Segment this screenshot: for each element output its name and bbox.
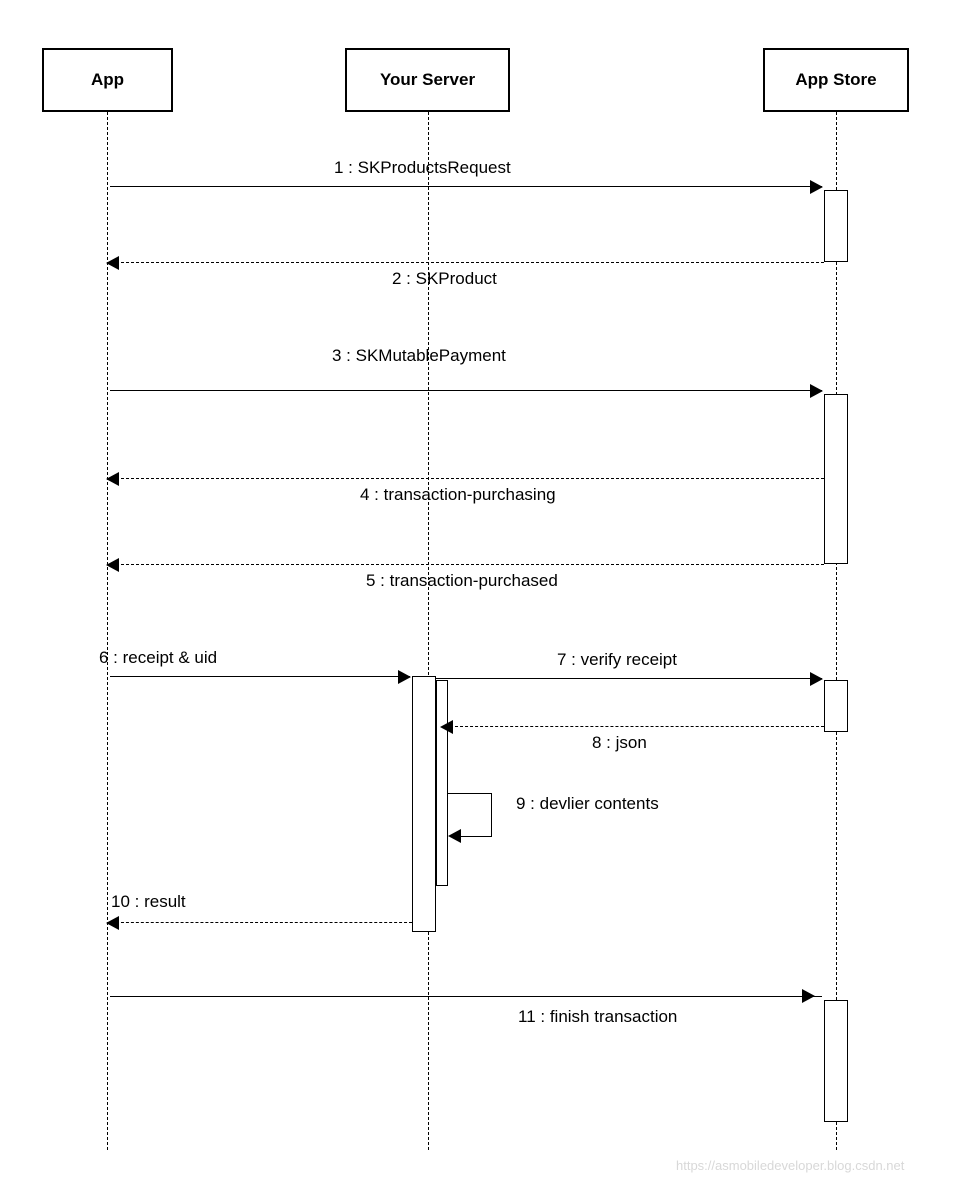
activation-server-nested	[436, 680, 448, 886]
participant-box-server	[345, 48, 510, 112]
message-label-7: 7 : verify receipt	[557, 650, 677, 669]
message-arrowhead-2	[106, 256, 119, 270]
message-line-11	[110, 996, 822, 997]
message-arrowhead-8	[440, 720, 453, 734]
lifeline-line-appstore	[836, 112, 837, 1150]
message-arrowhead-11	[802, 989, 815, 1003]
participant-box-appstore	[763, 48, 909, 112]
message-line-7	[436, 678, 822, 679]
message-arrowhead-5	[106, 558, 119, 572]
message-arrowhead-4	[106, 472, 119, 486]
message-label-4: 4 : transaction-purchasing	[360, 485, 556, 504]
message-line-3	[110, 390, 822, 391]
activation-appstore-1	[824, 190, 848, 262]
activation-appstore-2	[824, 394, 848, 564]
message-arrowhead-6	[398, 670, 411, 684]
watermark-text: https://asmobiledeveloper.blog.csdn.net	[676, 1158, 905, 1173]
participant-label-server: Your Server	[379, 70, 476, 89]
message-label-5: 5 : transaction-purchased	[366, 571, 558, 590]
message-line-1	[110, 186, 822, 187]
message-label-2: 2 : SKProduct	[392, 269, 497, 288]
message-arrowhead-10	[106, 916, 119, 930]
message-line-2	[116, 262, 824, 263]
message-label-10: 10 : result	[111, 892, 186, 911]
activation-appstore-4	[824, 1000, 848, 1122]
message-line-5	[116, 564, 824, 565]
message-arrowhead-1	[810, 180, 823, 194]
message-arrowhead-3	[810, 384, 823, 398]
message-label-9: 9 : devlier contents	[516, 794, 659, 813]
participant-box-app	[42, 48, 173, 112]
message-line-6	[110, 676, 410, 677]
message-label-11: 11 : finish transaction	[518, 1007, 678, 1026]
self-message-9	[448, 793, 494, 839]
message-label-3: 3 : SKMutablePayment	[332, 346, 506, 365]
lifeline-line-server	[428, 112, 429, 1150]
message-line-8	[450, 726, 824, 727]
message-line-4	[116, 478, 824, 479]
message-arrowhead-7	[810, 672, 823, 686]
participant-label-app: App	[90, 70, 125, 89]
message-line-10	[116, 922, 412, 923]
activation-server-1	[412, 676, 436, 932]
message-label-6: 6 : receipt & uid	[99, 648, 218, 667]
activation-appstore-3	[824, 680, 848, 732]
participant-label-appstore: App Store	[795, 70, 877, 89]
message-label-1: 1 : SKProductsRequest	[334, 158, 511, 177]
message-label-8: 8 : json	[592, 733, 647, 752]
